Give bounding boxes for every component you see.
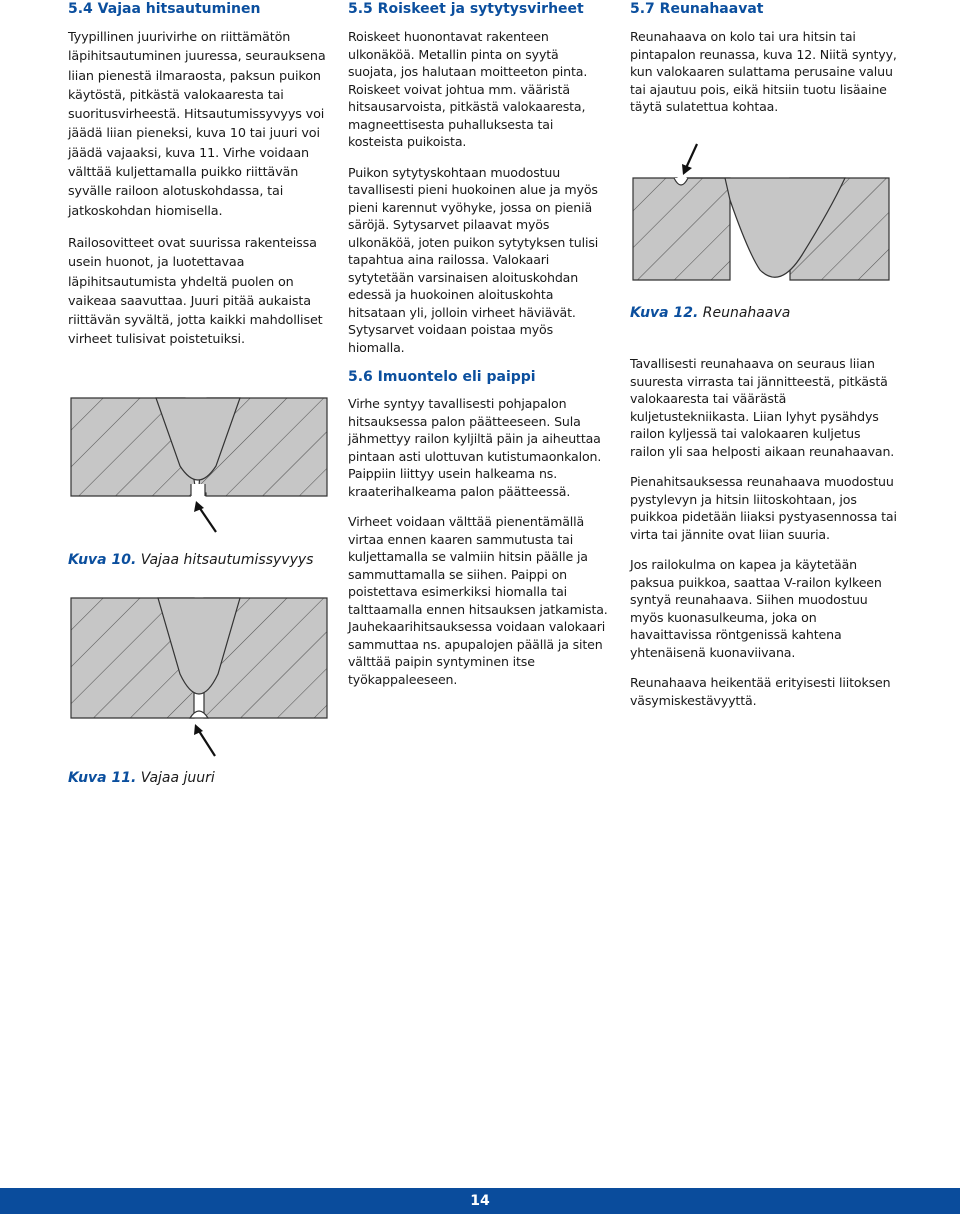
paragraph: Tavallisesti reunahaava on seuraus liian suuresta virrasta tai jännitteestä, pitkästä valokaaresta tai väärästä kuljetustekniikasta. Liian lyhyt pysähdys railon kyljessä tai valokaaren kuljetus railon yli saa helposti aikaan reunahaavan. — [630, 356, 895, 459]
column-3 — [630, 0, 898, 129]
section-heading-5-5: 5.5 Roiskeet ja sytytysvirheet — [348, 1, 584, 17]
paragraph: Pienahitsauksessa reunahaava muodostuu pystylevyn ja hitsin liitoskohtaan, jos puikkoa pidetään liiaksi pystyasennossa tai virta tai jännite ovat liian suuria. — [630, 474, 897, 542]
figure-11-incomplete-root — [68, 596, 330, 766]
figure-10-incomplete-penetration — [68, 396, 330, 536]
figure-12-caption: Kuva 12. Reunahaava — [630, 305, 791, 321]
paragraph: Reunahaava heikentää erityisesti liitoksen väsymiskestävyyttä. — [630, 675, 891, 708]
column-2 — [348, 0, 610, 701]
figure-12-undercut — [630, 140, 892, 290]
page-number: 14 — [470, 1193, 490, 1209]
paragraph: Reunahaava on kolo tai ura hitsin tai pintapalon reunassa, kuva 12. Niitä syntyy, kun valokaaren sulattama perusaine valuu tai ajautuu pois, eikä hitsiin tuotu lisäaine täytä sulatettua kohtaa. — [630, 29, 897, 114]
paragraph: Virheet voidaan välttää pienentämällä virtaa ennen kaaren sammutusta tai kuljettamalla se valmiin hitsin päälle ja sammuttamalla se siihen. Paippi on poistettava esimerkiksi hiomalla tai talttaamalla ennen hitsauksen jatkamista. Jauhekaarihitsauksessa voidaan valokaari sammuttaa ns. apupalojen päällä ja siten välttää paipin syntyminen itse työkappaleeseen. — [348, 514, 608, 687]
plate-left — [633, 178, 730, 280]
section-heading-5-7: 5.7 Reunahaavat — [630, 1, 764, 17]
column-3-continued — [630, 355, 898, 722]
paragraph: Jos railokulma on kapea ja käytetään paksua puikkoa, saattaa V-railon kylkeen syntyä reunahaava. Siihen muodostuu myös kuonasulkeuma, joka on havaittavissa röntgenissä kahtena yhtenäisenä kuonaviivana. — [630, 557, 882, 660]
figure-10-caption: Kuva 10. Vajaa hitsautumissyvyys — [68, 552, 314, 568]
arrow-shaft — [686, 144, 697, 168]
section-heading-5-4: 5.4 Vajaa hitsautuminen — [68, 1, 261, 17]
paragraph: Tyypillinen juurivirhe on riittämätön läpihitsautuminen juuressa, seurauksena liian pienestä ilmaraosta, paksun puikon käytöstä, pitkästä valokaaresta tai suoritusvirheestä. Hitsautumissyvyys voi jäädä liian pieneksi, kuva 10 tai juuri voi jäädä vajaaksi, kuva 11. Virhe voidaan välttää kuljettamalla puikko riittävän syvälle railoon alotuskohdassa, tai jatkoskohdan hiomisella. — [68, 30, 326, 219]
paragraph: Puikon sytytyskohtaan muodostuu tavallisesti pieni huokoinen alue ja myös pieni karennut vyöhyke, jossa on pieniä säröjä. Sytysarvet pilaavat myös ulkonäköä, joten puikon sytytyksen tulisi tapahtua aina railossa. Valokaari sytytetään varsinaisen aloituskohdan edessä ja huokoinen aloituskohta hitsataan yli, jolloin virheet häviävät. Sytysarvet voidaan poistaa myös hiomalla. — [348, 164, 599, 355]
page-footer — [0, 1188, 960, 1214]
paragraph: Railosovitteet ovat suurissa rakenteissa usein huonot, ja luotettavaa läpihitsautumista yhdeltä puolen on vaikeaa saavuttaa. Juuri pitää aukaista riittävän syvältä, jotta kaikki mahdolliset virheet tulisivat poistetuiksi. — [68, 235, 323, 348]
paragraph: Virhe syntyy tavallisesti pohjapalon hitsauksessa palon päätteeseen. Sula jähmettyy railon kyljiltä päin ja aiheuttaa pintaan asti ulottuvan kutistumaonkalon. Paippiin liittyy usein halkeama ns. kraaterihalkeama palon päätteessä. — [348, 396, 602, 499]
paragraph: Roiskeet huonontavat rakenteen ulkonäköä. Metallin pinta on syytä suojata, jos halutaan moitteeton pinta. Roiskeet voivat johtua mm. vääristä hitsausarvoista, pitkästä valokaaresta, magneettisesta puhalluksesta tai kosteista puikoista. — [348, 29, 588, 149]
arrow-shaft — [199, 731, 215, 756]
section-heading-5-6: 5.6 Imuontelo eli paippi — [348, 369, 536, 385]
column-1 — [68, 0, 326, 363]
figure-11-caption: Kuva 11. Vajaa juuri — [68, 770, 215, 786]
arrow-shaft — [199, 507, 216, 532]
